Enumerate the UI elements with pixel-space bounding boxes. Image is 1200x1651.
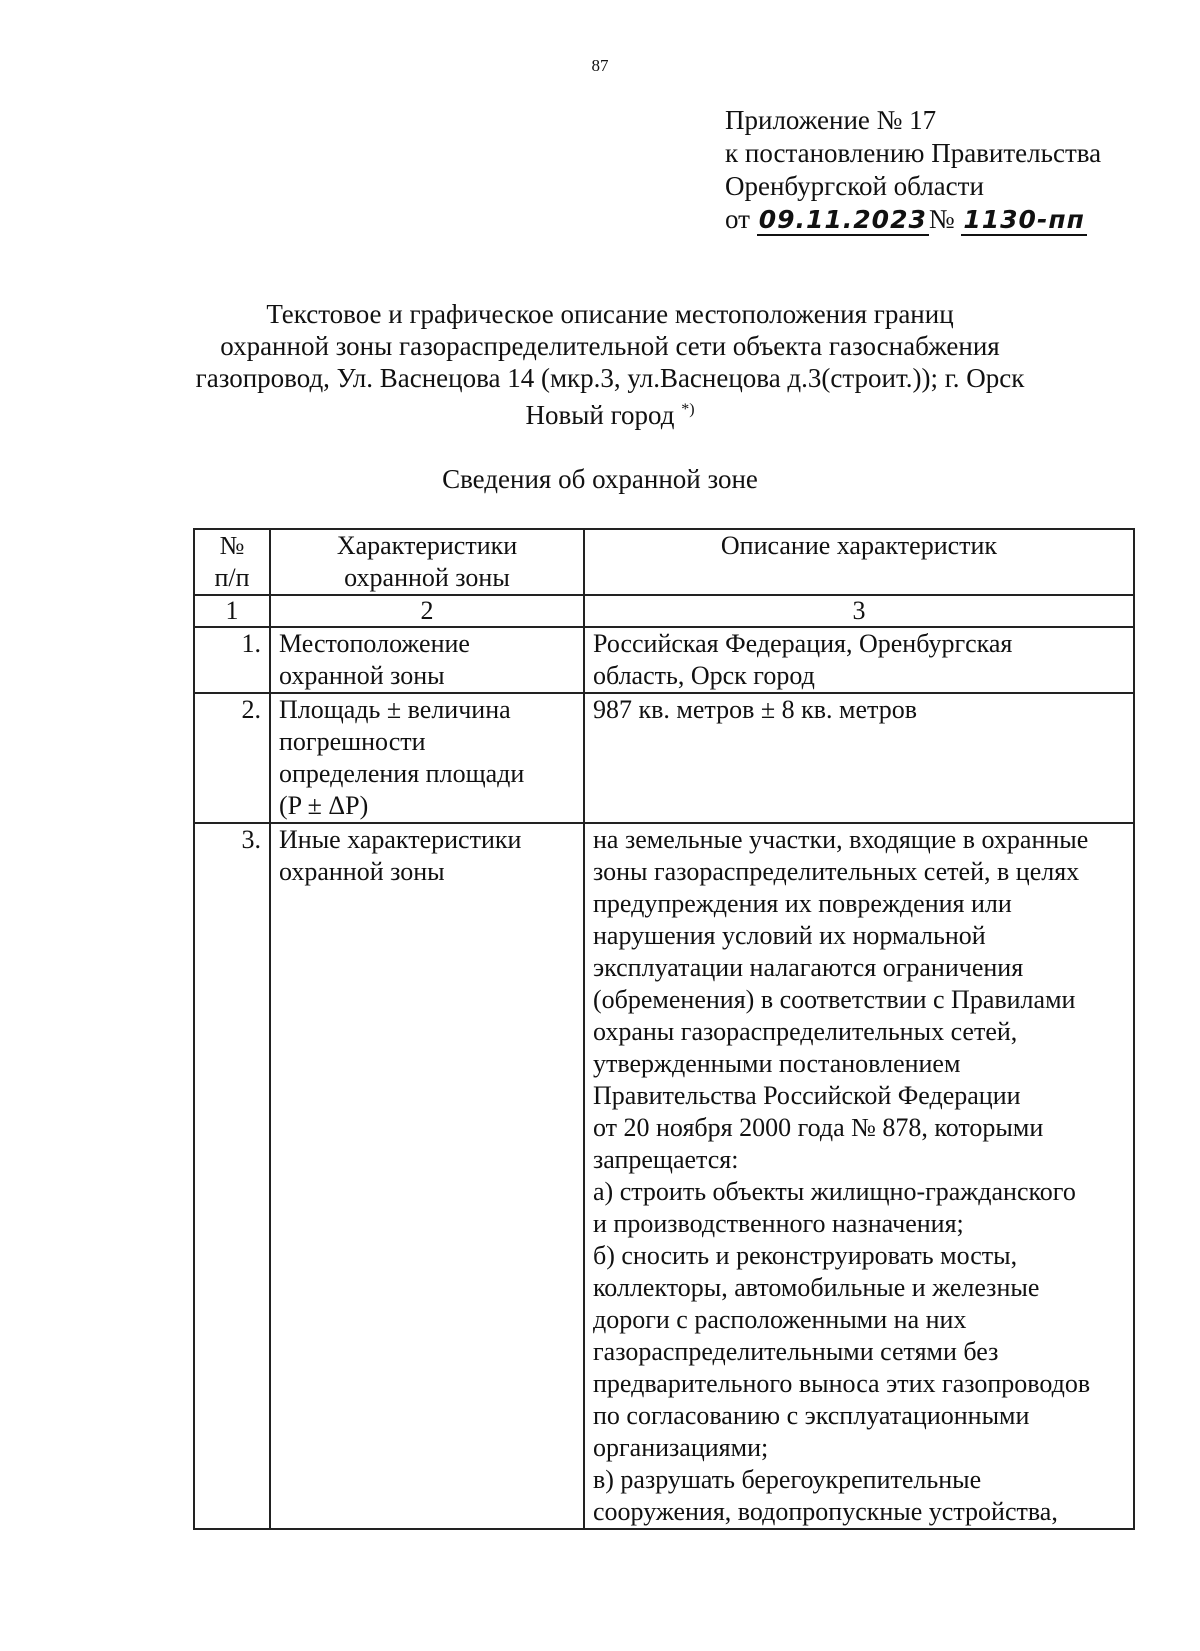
row-number-cell: 1. — [194, 627, 270, 693]
row-description-cell: 987 кв. метров ± 8 кв. метров — [584, 693, 1134, 823]
header-cell-description: Описание характеристик — [584, 529, 1134, 595]
number-prefix: № — [928, 204, 955, 234]
table-row — [194, 627, 1134, 693]
row-characteristic-cell: Местоположение охранной зоны — [270, 627, 584, 693]
handwritten-date: 09.11.2023 — [758, 205, 927, 234]
header-cell-number: № п/п — [194, 529, 270, 595]
index-cell: 1 — [194, 595, 270, 627]
appendix-line: Приложение № 17 — [725, 105, 937, 135]
title-line: охранной зоны газораспределительной сети объекта газоснабжения — [220, 331, 1000, 361]
title-line-last — [150, 394, 1070, 431]
handwritten-number: 1130-пп — [963, 205, 1085, 234]
table-header-row — [194, 529, 1134, 595]
footnote-mark: *) — [681, 401, 695, 418]
appendix-block — [725, 104, 1101, 236]
document-title — [150, 298, 1070, 431]
index-cell: 3 — [584, 595, 1134, 627]
title-line: Новый город — [525, 400, 675, 430]
table-row — [194, 823, 1134, 1529]
header-cell-characteristics: Характеристики охранной зоны — [270, 529, 584, 595]
row-characteristic-cell: Иные характеристики охранной зоны — [270, 823, 584, 1529]
row-description-cell: на земельные участки, входящие в охранные зоны газораспределительных сетей, в целях предупреждения их повреждения или нарушения условий их нормальной эксплуатации налагаются ограничения (обременения) в соответствии с Правилами охраны газораспределительных сетей, утвержденными постановлением Правительства Российской Федерации от 20 ноября 2000 года № 878, которыми запрещается: а) строить объекты жилищно-гражданского и производственного назначения; б) сносить и реконструировать мосты, коллекторы, автомобильные и железные дороги с расположенными на них газораспределительными сетями без предварительного выноса этих газопроводов по согласованию с эксплуатационными организациями; в) разрушать берегоукрепительные сооружения, водопропускные устройства, — [584, 823, 1134, 1529]
row-number-cell: 3. — [194, 823, 270, 1529]
table-row — [194, 693, 1134, 823]
zone-info-table — [193, 528, 1135, 1530]
section-title: Сведения об охранной зоне — [442, 464, 758, 494]
title-line: газопровод, Ул. Васнецова 14 (мкр.3, ул.Васнецова д.3(строит.)); г. Орск — [195, 363, 1025, 393]
row-number-cell: 2. — [194, 693, 270, 823]
index-cell: 2 — [270, 595, 584, 627]
date-prefix: от — [725, 204, 750, 234]
row-characteristic-cell: Площадь ± величина погрешности определения площади (P ± ΔP) — [270, 693, 584, 823]
appendix-line: к постановлению Правительства — [725, 138, 1102, 168]
appendix-date-line — [725, 203, 1101, 236]
appendix-line: Оренбургской области — [725, 171, 984, 201]
title-line: Текстовое и графическое описание местоположения границ — [266, 299, 954, 329]
page-number: 87 — [591, 56, 609, 75]
row-description-cell: Российская Федерация, Оренбургская область, Орск город — [584, 627, 1134, 693]
table-index-row — [194, 595, 1134, 627]
